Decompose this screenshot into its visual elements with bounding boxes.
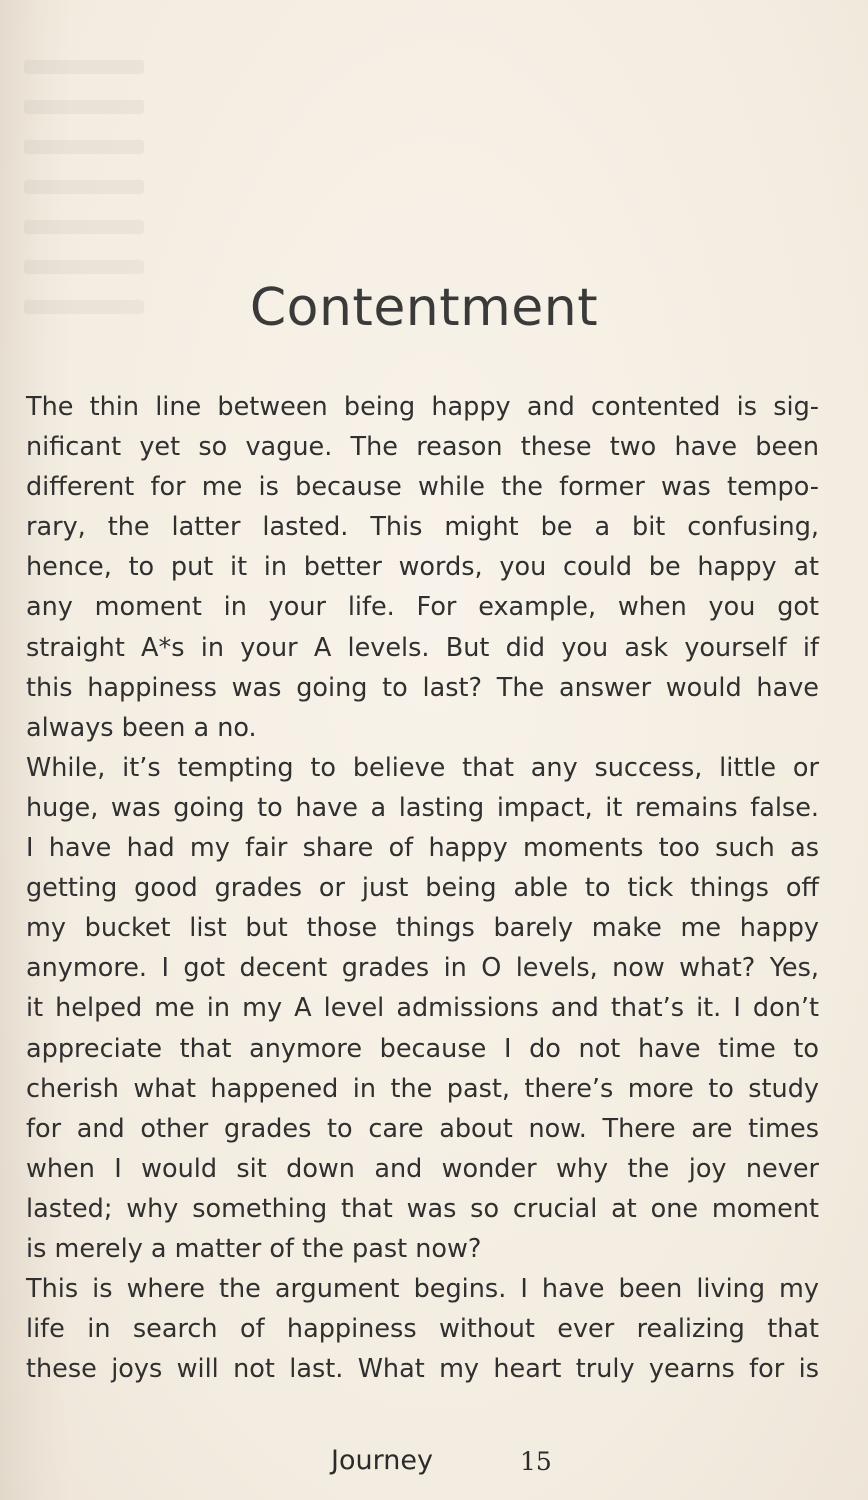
text-line: rary, the latter lasted. This might be a bit confusing,	[26, 512, 819, 543]
chapter-body	[26, 387, 819, 1389]
text-line: getting good grades or just being able to tick things off	[26, 873, 819, 904]
text-line: cherish what happened in the past, there’s more to study	[26, 1073, 819, 1104]
text-line: I have had my fair share of happy moments too such as	[26, 833, 819, 864]
text-line: appreciate that anymore because I do not have time to	[26, 1033, 819, 1064]
text-line: always been a no.	[26, 712, 257, 743]
text-line: is merely a matter of the past now?	[26, 1233, 482, 1264]
chapter-title: Contentment	[249, 278, 599, 338]
page-footer	[0, 1445, 868, 1485]
text-line: these joys will not last. What my heart truly yearns for is	[26, 1354, 819, 1385]
text-line: While, it’s tempting to believe that any success, little or	[26, 752, 819, 783]
text-line: when I would sit down and wonder why the joy never	[26, 1153, 819, 1184]
text-line: anymore. I got decent grades in O levels, now what? Yes,	[26, 953, 819, 984]
text-line: This is where the argument begins. I have been living my	[26, 1274, 819, 1305]
text-line: this happiness was going to last? The answer would have	[26, 672, 819, 703]
text-line: hence, to put it in better words, you could be happy at	[26, 552, 819, 583]
running-footer-title: Journey	[331, 1445, 433, 1476]
text-line: for and other grades to care about now. There are times	[26, 1113, 819, 1144]
text-line: huge, was going to have a lasting impact, it remains false.	[26, 792, 819, 823]
text-line: any moment in your life. For example, when you got	[26, 592, 819, 623]
text-line: different for me is because while the former was tempo-	[26, 472, 819, 503]
text-line: it helped me in my A level admissions and that’s it. I don’t	[26, 993, 819, 1024]
text-line: nificant yet so vague. The reason these two have been	[26, 432, 819, 463]
text-line: my bucket list but those things barely make me happy	[26, 913, 819, 944]
page-number: 15	[520, 1447, 552, 1476]
text-line: life in search of happiness without ever realizing that	[26, 1314, 819, 1345]
text-line: The thin line between being happy and contented is sig-	[26, 392, 819, 422]
text-line: lasted; why something that was so crucial at one moment	[26, 1193, 819, 1224]
text-line: straight A*s in your A levels. But did you ask yourself if	[26, 632, 819, 663]
